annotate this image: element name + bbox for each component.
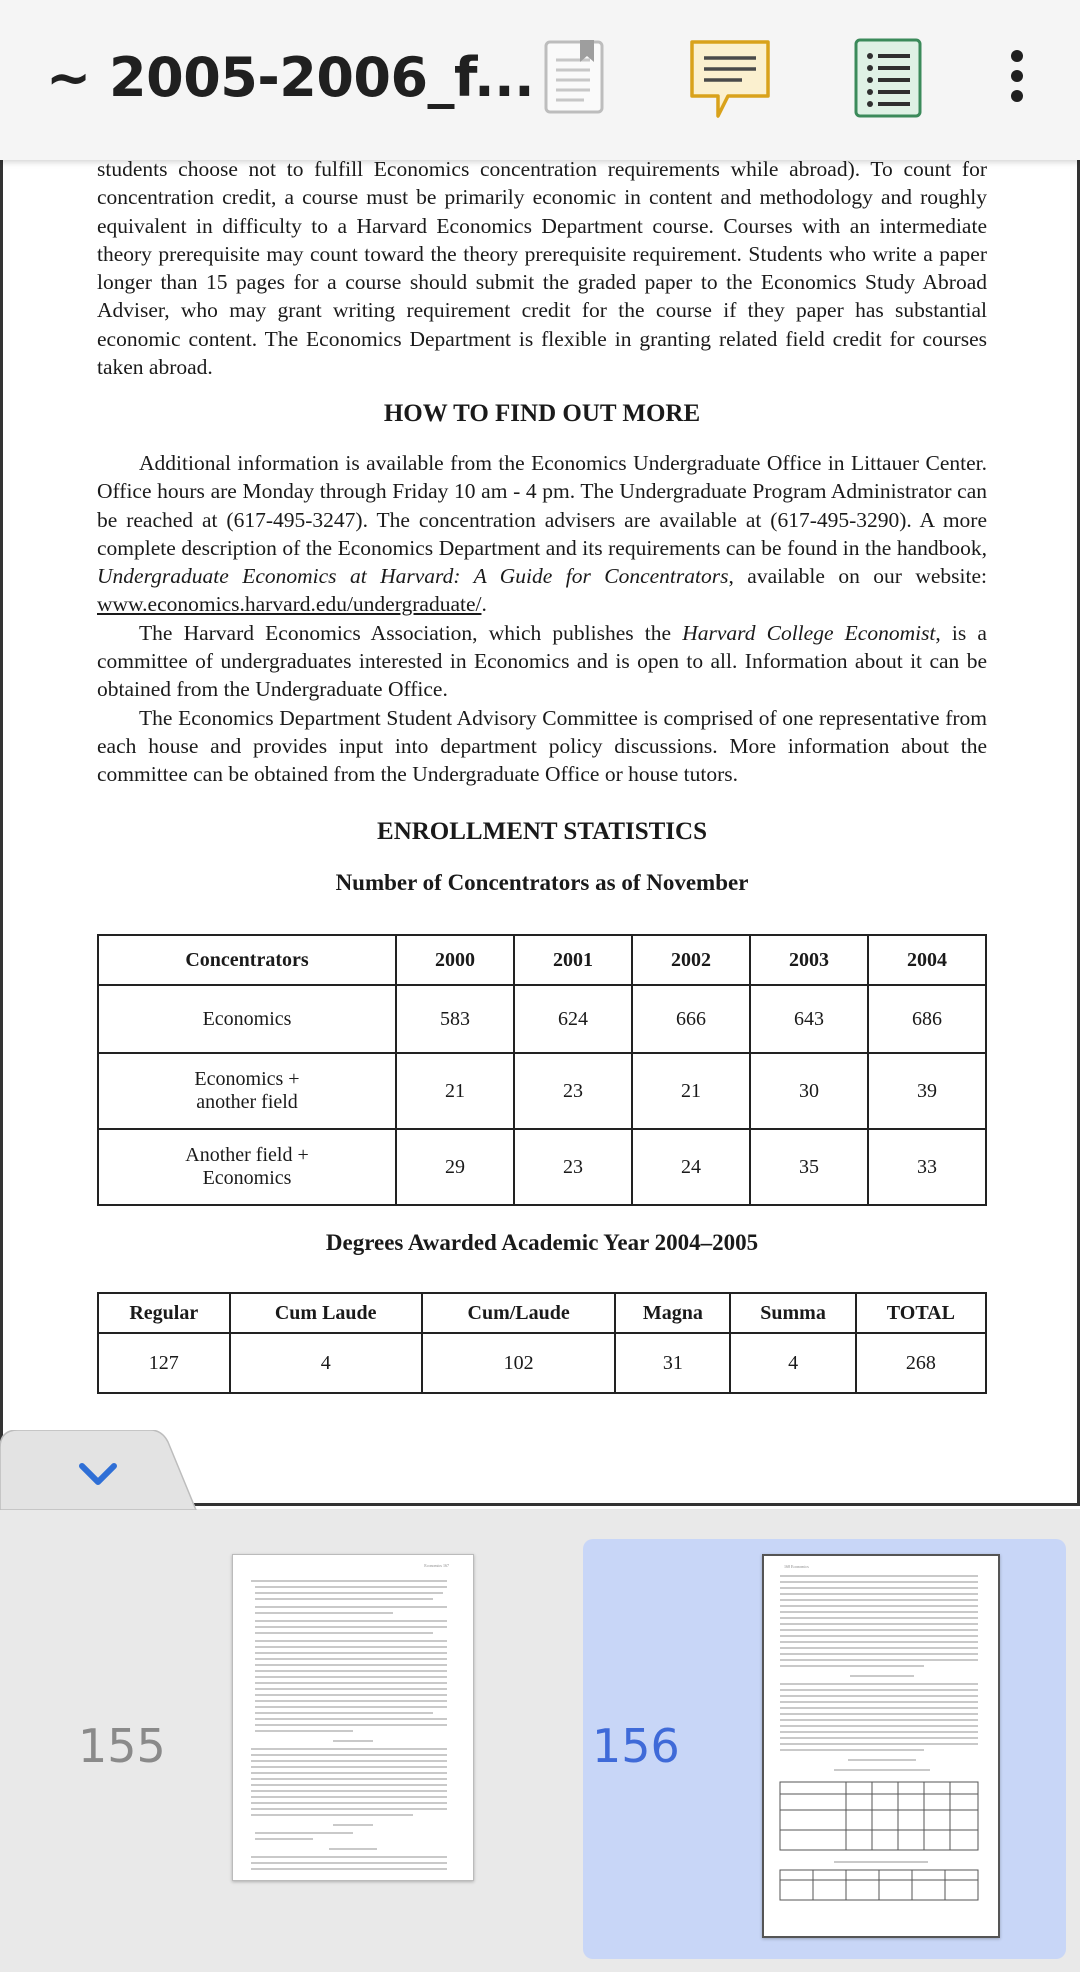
subheading-degrees: Degrees Awarded Academic Year 2004–2005 xyxy=(325,1230,759,1255)
comment-icon[interactable] xyxy=(688,36,778,126)
paragraph-economics-association: The Harvard Economics Association, which publishes the Harvard College Economist, is a committee of undergraduates interested in Economics and is open to all. Information about it can be obtained from the Undergraduate Office. xyxy=(97,620,987,702)
col-header: 2000 xyxy=(396,935,514,985)
thumbnail-header: 168 Economics xyxy=(784,1564,809,1569)
thumbnail-page-156[interactable] xyxy=(762,1554,1000,1938)
heading-enrollment-statistics: ENROLLMENT STATISTICS xyxy=(377,818,707,845)
intro-text: students choose not to fulfill Economics concentration requirements while abroad). To count for concentration credit, a course must be primarily economic in content and methodology and roughly equivalent in difficulty to a Harvard Economics Department course. Courses with an intermediate theory prerequisite may count toward the theory prerequisite requirement. Students who write a paper longer than 15 pages for a course should submit the graded paper to the Economics Study Abroad Adviser, who may grant writing requirement credit for the course if they paper has substantial economic content. The Economics Department is flexible in granting related field credit for courses taken abroad. xyxy=(97,160,987,380)
col-header: 2002 xyxy=(632,935,750,985)
thumbnail-header: Economics 167 xyxy=(424,1563,449,1568)
table-row xyxy=(98,1129,986,1205)
table-cell: 33 xyxy=(868,1129,986,1205)
list-view-icon[interactable] xyxy=(852,36,942,126)
col-header: 2003 xyxy=(750,935,868,985)
top-app-bar xyxy=(0,0,1080,160)
col-header: Summa xyxy=(730,1293,855,1333)
table-cell: 268 xyxy=(856,1333,986,1393)
table-cell: 23 xyxy=(514,1129,632,1205)
publication-title: Harvard College Economist xyxy=(682,620,936,645)
table-cell: 35 xyxy=(750,1129,868,1205)
table-row xyxy=(98,1333,986,1393)
concentrators-table xyxy=(97,934,987,1206)
degrees-table xyxy=(97,1292,987,1394)
find-out-more-section xyxy=(97,449,987,789)
page-preview-lines xyxy=(764,1556,998,1936)
table-cell: 29 xyxy=(396,1129,514,1205)
row-label: Economics xyxy=(98,985,396,1053)
chevron-down-icon xyxy=(78,1462,118,1488)
heading-how-to-find-out-more: HOW TO FIND OUT MORE xyxy=(383,400,701,427)
page-preview-lines xyxy=(233,1555,473,1880)
table-cell: 39 xyxy=(868,1053,986,1129)
table-cell: 23 xyxy=(514,1053,632,1129)
table-cell: 21 xyxy=(396,1053,514,1129)
table-header-row xyxy=(98,935,986,985)
table-cell: 31 xyxy=(615,1333,730,1393)
table-header-row xyxy=(98,1293,986,1333)
more-vert-icon[interactable] xyxy=(1002,44,1032,114)
website-link[interactable]: www.economics.harvard.edu/undergraduate/ xyxy=(97,592,482,617)
table-cell: 666 xyxy=(632,985,750,1053)
row-label: Another field + Economics xyxy=(98,1129,396,1205)
table-cell: 624 xyxy=(514,985,632,1053)
page-number-156: 156 xyxy=(592,1719,680,1773)
col-header: Magna xyxy=(615,1293,730,1333)
table-cell: 583 xyxy=(396,985,514,1053)
document-page xyxy=(0,160,1080,1506)
row-label: Economics + another field xyxy=(98,1053,396,1129)
table-cell: 24 xyxy=(632,1129,750,1205)
thumbnail-strip xyxy=(0,1509,1080,1972)
col-header: 2004 xyxy=(868,935,986,985)
table-cell: 686 xyxy=(868,985,986,1053)
table-cell: 643 xyxy=(750,985,868,1053)
table-cell: 127 xyxy=(98,1333,230,1393)
col-header: Cum/Laude xyxy=(422,1293,615,1333)
paragraph-advisory-committee: The Economics Department Student Advisory Committee is comprised of one representative from each house and provides input into department policy discussions. More information about the committee can be obtained from the Undergraduate Office or house tutors. xyxy=(97,705,987,787)
handbook-title: Undergraduate Economics at Harvard: A Guide for Concentrators xyxy=(97,564,729,589)
document-title[interactable]: ~ 2005-2006_f... xyxy=(46,46,535,109)
col-header: Concentrators xyxy=(98,935,396,985)
intro-paragraph xyxy=(97,160,987,381)
table-cell: 21 xyxy=(632,1053,750,1129)
col-header: Regular xyxy=(98,1293,230,1333)
table-cell: 30 xyxy=(750,1053,868,1129)
paragraph-additional-info: Additional information is available from the Economics Undergraduate Office in Littauer Center. Office hours are Monday through Friday 10 am - 4 pm. The Undergraduate Program Administrator can be reached at (617-495-3247). The concentration advisers are available at (617-495-3290). A more complete description of the Economics Department and its requirements can be found in the handbook, Undergraduate Economics at Harvard: A Guide for Concentrators, available on our website: www.economics.harvard.edu/undergraduate/. xyxy=(97,451,987,617)
page-number-155: 155 xyxy=(78,1719,166,1773)
table-cell: 4 xyxy=(230,1333,422,1393)
subheading-concentrators: Number of Concentrators as of November xyxy=(335,870,749,895)
col-header: TOTAL xyxy=(856,1293,986,1333)
col-header: 2001 xyxy=(514,935,632,985)
thumbnail-page-155[interactable] xyxy=(232,1554,474,1881)
table-row xyxy=(98,985,986,1053)
collapse-thumbnails-tab[interactable] xyxy=(0,1430,200,1510)
table-cell: 4 xyxy=(730,1333,855,1393)
bookmark-doc-icon[interactable] xyxy=(540,36,630,126)
col-header: Cum Laude xyxy=(230,1293,422,1333)
table-cell: 102 xyxy=(422,1333,615,1393)
table-row xyxy=(98,1053,986,1129)
